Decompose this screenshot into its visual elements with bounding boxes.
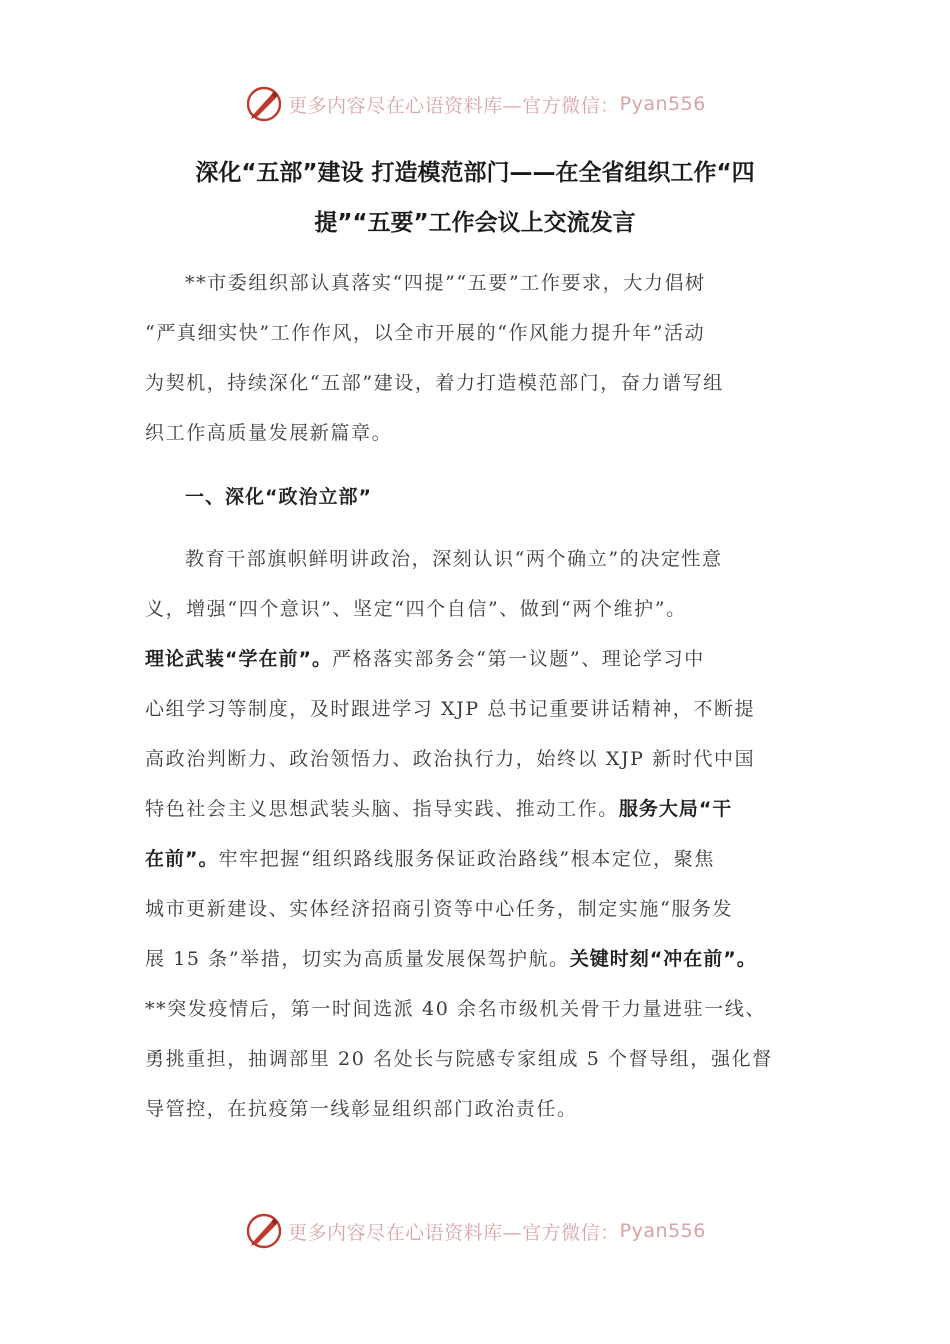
watermark-handle: Pyan556	[619, 1220, 706, 1242]
intro-line: 为契机，持续深化“五部”建设，着力打造模范部门，奋力谱写组	[145, 372, 724, 394]
subheading-service-end: 在前”。	[145, 848, 219, 870]
watermark-text: 更多内容尽在心语资料库—官方微信：	[288, 1221, 620, 1244]
body-line: 在前”。牢牢把握“组织路线服务保证政治路线”根本定位，聚焦	[145, 848, 715, 870]
intro-line: **市委组织部认真落实“四提”“五要”工作要求，大力倡树	[185, 272, 706, 294]
watermark-footer	[0, 1211, 950, 1251]
pen-logo-icon	[244, 84, 284, 124]
body-line: 勇挑重担，抽调部里 20 名处长与院感专家组成 5 个督导组，强化督	[145, 1048, 773, 1070]
title-line-1: 深化“五部”建设 打造模范部门——在全省组织工作“四	[195, 160, 755, 186]
intro-paragraph	[145, 258, 809, 458]
body-line: 理论武装“学在前”。严格落实部务会“第一议题”、理论学习中	[145, 648, 705, 670]
section-body	[145, 534, 809, 1134]
intro-line: 织工作高质量发展新篇章。	[145, 422, 393, 444]
pen-logo-icon	[244, 1211, 284, 1251]
body-line: 特色社会主义思想武装头脑、指导实践、推动工作。服务大局“干	[145, 798, 733, 820]
body-line: 高政治判断力、政治领悟力、政治执行力，始终以 XJP 新时代中国	[145, 748, 756, 770]
body-line: 展 15 条”举措，切实为高质量发展保驾护航。关键时刻“冲在前”。	[145, 948, 757, 970]
subheading-service: 服务大局“干	[618, 798, 733, 820]
body-line: **突发疫情后，第一时间选派 40 余名市级机关骨干力量进驻一线、	[145, 998, 767, 1020]
subheading-theory: 理论武装“学在前”。	[145, 648, 332, 670]
body-line: 教育干部旗帜鲜明讲政治，深刻认识“两个确立”的决定性意	[185, 548, 723, 570]
body-line: 心组学习等制度，及时跟进学习 XJP 总书记重要讲话精神，不断提	[145, 698, 756, 720]
document-title	[140, 148, 810, 248]
body-line: 城市更新建设、实体经济招商引资等中心任务，制定实施“服务发	[145, 898, 734, 920]
subheading-critical: 关键时刻“冲在前”。	[569, 948, 757, 970]
section-heading: 一、深化“政治立部”	[185, 486, 372, 508]
title-line-2: 提”“五要”工作会议上交流发言	[314, 210, 636, 236]
body-line: 义，增强“四个意识”、坚定“四个自信”、做到“两个维护”。	[145, 598, 687, 620]
intro-line: “严真细实快”工作作风，以全市开展的“作风能力提升年”活动	[145, 322, 706, 344]
watermark-header	[0, 84, 950, 124]
watermark-text: 更多内容尽在心语资料库—官方微信：	[288, 94, 620, 117]
body-line: 导管控，在抗疫第一线彰显组织部门政治责任。	[145, 1098, 578, 1120]
watermark-handle: Pyan556	[619, 93, 706, 115]
